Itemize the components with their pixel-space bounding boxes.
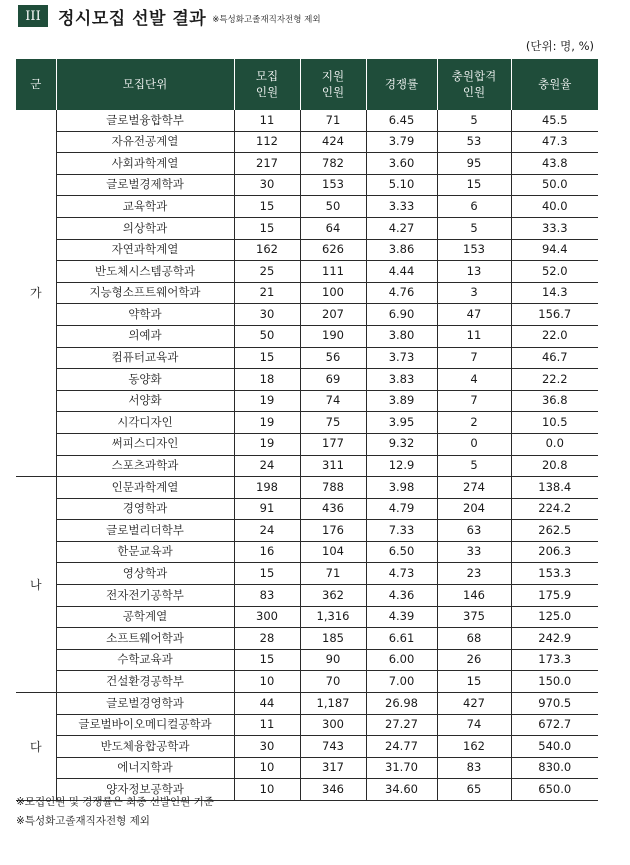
table-row bbox=[16, 347, 598, 369]
value-cell: 7.33 bbox=[366, 520, 437, 542]
column-header: 충원합격 인원 bbox=[437, 59, 511, 110]
value-cell: 27.27 bbox=[366, 714, 437, 736]
value-cell: 346 bbox=[300, 779, 366, 801]
value-cell: 375 bbox=[437, 606, 511, 628]
unit-name-cell: 스포츠과학과 bbox=[56, 455, 234, 477]
value-cell: 13 bbox=[437, 261, 511, 283]
value-cell: 626 bbox=[300, 239, 366, 261]
value-cell: 18 bbox=[234, 369, 300, 391]
column-header: 지원 인원 bbox=[300, 59, 366, 110]
table-row bbox=[16, 433, 598, 455]
value-cell: 743 bbox=[300, 736, 366, 758]
value-cell: 24 bbox=[234, 455, 300, 477]
unit-name-cell: 동양화 bbox=[56, 369, 234, 391]
value-cell: 4.79 bbox=[366, 498, 437, 520]
header bbox=[18, 4, 321, 28]
value-cell: 190 bbox=[300, 325, 366, 347]
value-cell: 177 bbox=[300, 433, 366, 455]
value-cell: 15 bbox=[437, 174, 511, 196]
value-cell: 70 bbox=[300, 671, 366, 693]
table-row bbox=[16, 736, 598, 758]
table-row bbox=[16, 693, 598, 715]
table-row bbox=[16, 412, 598, 434]
table-row bbox=[16, 563, 598, 585]
value-cell: 4.36 bbox=[366, 585, 437, 607]
value-cell: 95 bbox=[437, 153, 511, 175]
value-cell: 21 bbox=[234, 282, 300, 304]
footer-note: ※특성화고졸재직자전형 제외 bbox=[16, 815, 150, 827]
value-cell: 83 bbox=[437, 757, 511, 779]
value-cell: 36.8 bbox=[511, 390, 598, 412]
section-number: III bbox=[18, 5, 48, 27]
unit-name-cell: 서양화 bbox=[56, 390, 234, 412]
value-cell: 10 bbox=[234, 757, 300, 779]
value-cell: 311 bbox=[300, 455, 366, 477]
value-cell: 3.33 bbox=[366, 196, 437, 218]
value-cell: 68 bbox=[437, 628, 511, 650]
value-cell: 52.0 bbox=[511, 261, 598, 283]
value-cell: 7.00 bbox=[366, 671, 437, 693]
unit-name-cell: 소프트웨어학과 bbox=[56, 628, 234, 650]
value-cell: 12.9 bbox=[366, 455, 437, 477]
unit-name-cell: 글로벌융합학부 bbox=[56, 110, 234, 131]
table-row bbox=[16, 196, 598, 218]
value-cell: 19 bbox=[234, 390, 300, 412]
footer-note: ※모집인원 및 경쟁률은 최종 선발인원 기준 bbox=[16, 796, 214, 808]
value-cell: 153 bbox=[300, 174, 366, 196]
value-cell: 5 bbox=[437, 217, 511, 239]
value-cell: 30 bbox=[234, 304, 300, 326]
value-cell: 24.77 bbox=[366, 736, 437, 758]
value-cell: 19 bbox=[234, 433, 300, 455]
table-row bbox=[16, 520, 598, 542]
table-row bbox=[16, 110, 598, 131]
value-cell: 53 bbox=[437, 131, 511, 153]
value-cell: 146 bbox=[437, 585, 511, 607]
value-cell: 3.79 bbox=[366, 131, 437, 153]
table-row bbox=[16, 282, 598, 304]
value-cell: 30 bbox=[234, 174, 300, 196]
value-cell: 69 bbox=[300, 369, 366, 391]
table-row bbox=[16, 131, 598, 153]
value-cell: 672.7 bbox=[511, 714, 598, 736]
table-row bbox=[16, 606, 598, 628]
unit-name-cell: 글로벌바이오메디컬공학과 bbox=[56, 714, 234, 736]
unit-name-cell: 자연과학계열 bbox=[56, 239, 234, 261]
value-cell: 2 bbox=[437, 412, 511, 434]
value-cell: 3.89 bbox=[366, 390, 437, 412]
value-cell: 362 bbox=[300, 585, 366, 607]
value-cell: 65 bbox=[437, 779, 511, 801]
value-cell: 830.0 bbox=[511, 757, 598, 779]
table-row bbox=[16, 498, 598, 520]
table-header-row bbox=[16, 59, 598, 110]
value-cell: 20.8 bbox=[511, 455, 598, 477]
value-cell: 217 bbox=[234, 153, 300, 175]
value-cell: 970.5 bbox=[511, 693, 598, 715]
value-cell: 6.00 bbox=[366, 649, 437, 671]
value-cell: 436 bbox=[300, 498, 366, 520]
value-cell: 11 bbox=[437, 325, 511, 347]
value-cell: 3.80 bbox=[366, 325, 437, 347]
unit-name-cell: 전자전기공학부 bbox=[56, 585, 234, 607]
unit-name-cell: 사회과학계열 bbox=[56, 153, 234, 175]
value-cell: 6.50 bbox=[366, 541, 437, 563]
value-cell: 10 bbox=[234, 779, 300, 801]
unit-name-cell: 반도체융합공학과 bbox=[56, 736, 234, 758]
unit-name-cell: 영상학과 bbox=[56, 563, 234, 585]
value-cell: 224.2 bbox=[511, 498, 598, 520]
value-cell: 4.73 bbox=[366, 563, 437, 585]
table-row bbox=[16, 671, 598, 693]
value-cell: 16 bbox=[234, 541, 300, 563]
value-cell: 6 bbox=[437, 196, 511, 218]
table-row bbox=[16, 649, 598, 671]
table-row bbox=[16, 757, 598, 779]
value-cell: 262.5 bbox=[511, 520, 598, 542]
value-cell: 44 bbox=[234, 693, 300, 715]
unit-name-cell: 에너지학과 bbox=[56, 757, 234, 779]
table-row bbox=[16, 325, 598, 347]
value-cell: 207 bbox=[300, 304, 366, 326]
value-cell: 4.27 bbox=[366, 217, 437, 239]
value-cell: 63 bbox=[437, 520, 511, 542]
value-cell: 15 bbox=[234, 563, 300, 585]
value-cell: 650.0 bbox=[511, 779, 598, 801]
value-cell: 47 bbox=[437, 304, 511, 326]
value-cell: 782 bbox=[300, 153, 366, 175]
unit-name-cell: 경영학과 bbox=[56, 498, 234, 520]
table-row bbox=[16, 455, 598, 477]
value-cell: 46.7 bbox=[511, 347, 598, 369]
unit-name-cell: 교육학과 bbox=[56, 196, 234, 218]
value-cell: 33.3 bbox=[511, 217, 598, 239]
table-row bbox=[16, 217, 598, 239]
value-cell: 15 bbox=[437, 671, 511, 693]
value-cell: 15 bbox=[234, 196, 300, 218]
value-cell: 424 bbox=[300, 131, 366, 153]
value-cell: 91 bbox=[234, 498, 300, 520]
value-cell: 71 bbox=[300, 110, 366, 131]
table-row bbox=[16, 174, 598, 196]
value-cell: 153.3 bbox=[511, 563, 598, 585]
group-label: 다 bbox=[16, 693, 56, 801]
value-cell: 74 bbox=[300, 390, 366, 412]
value-cell: 43.8 bbox=[511, 153, 598, 175]
value-cell: 111 bbox=[300, 261, 366, 283]
column-header: 모집단위 bbox=[56, 59, 234, 110]
unit-name-cell: 써피스디자인 bbox=[56, 433, 234, 455]
table-row bbox=[16, 585, 598, 607]
value-cell: 50 bbox=[300, 196, 366, 218]
value-cell: 50 bbox=[234, 325, 300, 347]
value-cell: 24 bbox=[234, 520, 300, 542]
value-cell: 176 bbox=[300, 520, 366, 542]
value-cell: 11 bbox=[234, 110, 300, 131]
value-cell: 75 bbox=[300, 412, 366, 434]
value-cell: 153 bbox=[437, 239, 511, 261]
table-row bbox=[16, 369, 598, 391]
value-cell: 104 bbox=[300, 541, 366, 563]
value-cell: 5 bbox=[437, 110, 511, 131]
value-cell: 4.76 bbox=[366, 282, 437, 304]
table-row bbox=[16, 628, 598, 650]
unit-name-cell: 건설환경공학부 bbox=[56, 671, 234, 693]
unit-name-cell: 자유전공계열 bbox=[56, 131, 234, 153]
value-cell: 0.0 bbox=[511, 433, 598, 455]
value-cell: 5 bbox=[437, 455, 511, 477]
table-row bbox=[16, 714, 598, 736]
value-cell: 15 bbox=[234, 347, 300, 369]
value-cell: 50.0 bbox=[511, 174, 598, 196]
value-cell: 23 bbox=[437, 563, 511, 585]
value-cell: 300 bbox=[300, 714, 366, 736]
value-cell: 3.60 bbox=[366, 153, 437, 175]
value-cell: 150.0 bbox=[511, 671, 598, 693]
unit-label: (단위: 명, %) bbox=[525, 39, 594, 53]
value-cell: 3.86 bbox=[366, 239, 437, 261]
unit-name-cell: 지능형소프트웨어학과 bbox=[56, 282, 234, 304]
value-cell: 71 bbox=[300, 563, 366, 585]
value-cell: 11 bbox=[234, 714, 300, 736]
value-cell: 138.4 bbox=[511, 477, 598, 499]
results-table bbox=[16, 59, 598, 801]
value-cell: 206.3 bbox=[511, 541, 598, 563]
value-cell: 185 bbox=[300, 628, 366, 650]
value-cell: 100 bbox=[300, 282, 366, 304]
table-row bbox=[16, 153, 598, 175]
value-cell: 10 bbox=[234, 671, 300, 693]
unit-name-cell: 반도체시스템공학과 bbox=[56, 261, 234, 283]
title-note: ※특성화고졸재직자전형 제외 bbox=[212, 14, 321, 25]
table-row bbox=[16, 304, 598, 326]
table-body bbox=[16, 110, 598, 801]
value-cell: 34.60 bbox=[366, 779, 437, 801]
value-cell: 28 bbox=[234, 628, 300, 650]
value-cell: 162 bbox=[437, 736, 511, 758]
value-cell: 47.3 bbox=[511, 131, 598, 153]
value-cell: 64 bbox=[300, 217, 366, 239]
value-cell: 300 bbox=[234, 606, 300, 628]
unit-name-cell: 공학계열 bbox=[56, 606, 234, 628]
value-cell: 3.95 bbox=[366, 412, 437, 434]
value-cell: 173.3 bbox=[511, 649, 598, 671]
value-cell: 540.0 bbox=[511, 736, 598, 758]
value-cell: 25 bbox=[234, 261, 300, 283]
value-cell: 45.5 bbox=[511, 110, 598, 131]
unit-name-cell: 인문과학계열 bbox=[56, 477, 234, 499]
value-cell: 10.5 bbox=[511, 412, 598, 434]
column-header: 충원율 bbox=[511, 59, 598, 110]
table-row bbox=[16, 541, 598, 563]
value-cell: 4 bbox=[437, 369, 511, 391]
value-cell: 14.3 bbox=[511, 282, 598, 304]
value-cell: 30 bbox=[234, 736, 300, 758]
table-row bbox=[16, 477, 598, 499]
value-cell: 162 bbox=[234, 239, 300, 261]
value-cell: 427 bbox=[437, 693, 511, 715]
value-cell: 5.10 bbox=[366, 174, 437, 196]
value-cell: 22.2 bbox=[511, 369, 598, 391]
column-header: 군 bbox=[16, 59, 56, 110]
value-cell: 3.83 bbox=[366, 369, 437, 391]
value-cell: 274 bbox=[437, 477, 511, 499]
value-cell: 6.90 bbox=[366, 304, 437, 326]
group-label: 나 bbox=[16, 477, 56, 693]
value-cell: 15 bbox=[234, 649, 300, 671]
value-cell: 26 bbox=[437, 649, 511, 671]
table-row bbox=[16, 261, 598, 283]
value-cell: 33 bbox=[437, 541, 511, 563]
value-cell: 156.7 bbox=[511, 304, 598, 326]
unit-name-cell: 의상학과 bbox=[56, 217, 234, 239]
value-cell: 198 bbox=[234, 477, 300, 499]
unit-name-cell: 글로벌경제학과 bbox=[56, 174, 234, 196]
table-row bbox=[16, 239, 598, 261]
value-cell: 31.70 bbox=[366, 757, 437, 779]
value-cell: 317 bbox=[300, 757, 366, 779]
unit-name-cell: 수학교육과 bbox=[56, 649, 234, 671]
value-cell: 175.9 bbox=[511, 585, 598, 607]
value-cell: 83 bbox=[234, 585, 300, 607]
value-cell: 6.61 bbox=[366, 628, 437, 650]
value-cell: 94.4 bbox=[511, 239, 598, 261]
value-cell: 22.0 bbox=[511, 325, 598, 347]
unit-name-cell: 글로벌경영학과 bbox=[56, 693, 234, 715]
column-header: 경쟁률 bbox=[366, 59, 437, 110]
value-cell: 3.73 bbox=[366, 347, 437, 369]
value-cell: 3 bbox=[437, 282, 511, 304]
column-header: 모집 인원 bbox=[234, 59, 300, 110]
value-cell: 56 bbox=[300, 347, 366, 369]
unit-name-cell: 컴퓨터교육과 bbox=[56, 347, 234, 369]
value-cell: 112 bbox=[234, 131, 300, 153]
value-cell: 1,316 bbox=[300, 606, 366, 628]
value-cell: 7 bbox=[437, 347, 511, 369]
value-cell: 3.98 bbox=[366, 477, 437, 499]
value-cell: 4.44 bbox=[366, 261, 437, 283]
value-cell: 4.39 bbox=[366, 606, 437, 628]
value-cell: 0 bbox=[437, 433, 511, 455]
table-row bbox=[16, 390, 598, 412]
group-label: 가 bbox=[16, 110, 56, 477]
value-cell: 7 bbox=[437, 390, 511, 412]
unit-name-cell: 한문교육과 bbox=[56, 541, 234, 563]
value-cell: 74 bbox=[437, 714, 511, 736]
unit-name-cell: 약학과 bbox=[56, 304, 234, 326]
value-cell: 19 bbox=[234, 412, 300, 434]
value-cell: 6.45 bbox=[366, 110, 437, 131]
unit-name-cell: 시각디자인 bbox=[56, 412, 234, 434]
unit-name-cell: 의예과 bbox=[56, 325, 234, 347]
value-cell: 788 bbox=[300, 477, 366, 499]
value-cell: 242.9 bbox=[511, 628, 598, 650]
value-cell: 26.98 bbox=[366, 693, 437, 715]
value-cell: 40.0 bbox=[511, 196, 598, 218]
value-cell: 204 bbox=[437, 498, 511, 520]
value-cell: 90 bbox=[300, 649, 366, 671]
page-title: 정시모집 선발 결과 bbox=[58, 8, 207, 29]
value-cell: 125.0 bbox=[511, 606, 598, 628]
value-cell: 9.32 bbox=[366, 433, 437, 455]
value-cell: 15 bbox=[234, 217, 300, 239]
unit-name-cell: 양자정보공학과 bbox=[56, 779, 234, 801]
unit-name-cell: 글로벌리더학부 bbox=[56, 520, 234, 542]
footer-notes bbox=[16, 793, 214, 831]
value-cell: 1,187 bbox=[300, 693, 366, 715]
